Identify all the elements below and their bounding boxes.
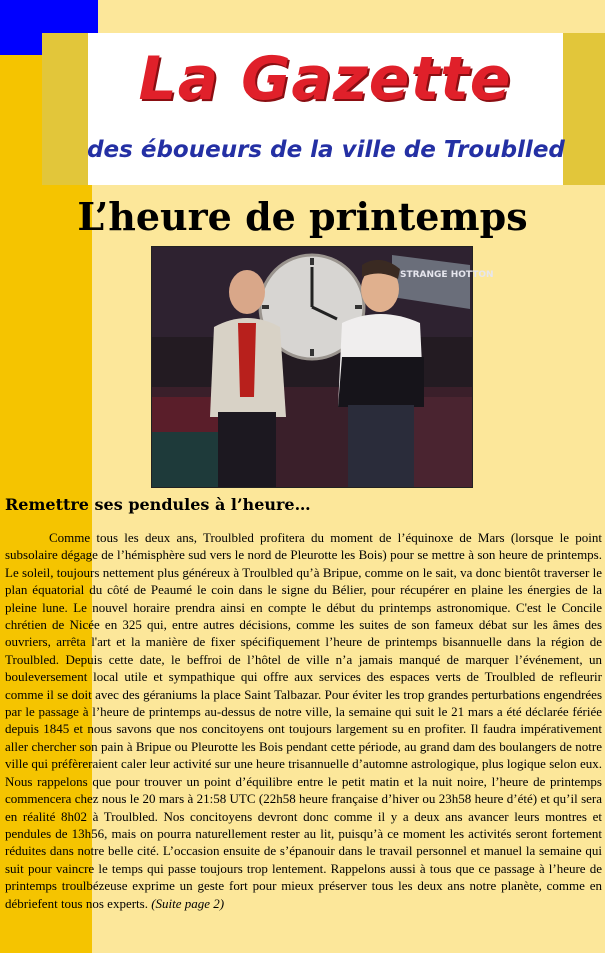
person-left-head: [229, 270, 265, 314]
photo-illustration: [152, 247, 494, 487]
article-headline: L’heure de printemps: [77, 194, 528, 239]
corner-blue-block: [0, 0, 98, 33]
article-body: [5, 529, 602, 912]
masthead-subtitle: des éboueurs de la ville de Troublled: [87, 137, 565, 163]
masthead-title: La Gazette: [138, 44, 512, 114]
article-subhead: Remettre ses pendules à l’heure…: [5, 495, 311, 514]
sign-text: STRANGE HOTTON: [400, 270, 494, 280]
continuation-note[interactable]: (Suite page 2): [151, 895, 225, 911]
article-photo: [151, 246, 494, 488]
article-body-text: Comme tous les deux ans, Troulbled profitera du moment de l’équinoxe de Mars (lorsque le point subsolaire dégage de l’hémisphère sud vers le nord de Pleurotte les Bois) pour se mettre à son heure de printemps. Le soleil, toujours nettement plus généreux à Troulbled qu’à Bripue, comme on le sait, va donc bientôt traverser le plan équatorial du côté de Peaumé le coin dans le signe du Bélier, pour récupérer en plaine les énergies de la pleine lune. Le nouvel horaire prendra ainsi en compte le début du printemps astronomique. C'est le Concile chrétien de Nicée en 325 qui, entre autres décisions, comme les suites de son fameux débat sur les âmes des ouvriers, arrêta l'art et la manière de fixer spécifiquement l’heure de printemps bisannuelle dans la région de Troulbled. Depuis cette date, le beffroi de l’hôtel de ville n’a jamais manqué de marquer l’événement, un bouleversement local utile et sympathique qui offre aux services des espaces verts de Troulbled de refleurir comme il se doit avec des géraniums la place Saint Talbazar. Pour éviter les trop grandes perturbations engendrées par le passage à l’heure de printemps au-dessus de notre ville, la semaine qui suit le 21 mars a été déclarée fériée depuis 1845 et nous savons que nos concitoyens ont toujours largement su en profiter. Il faudra impérativement aller chercher son pain à Bripue ou Pleurotte les Bois pendant cette période, au grand dam des boulangers de notre ville qui préfèreraient caler leur activité sur une heure trisannuelle d’automne astrologique, plus logique selon eux. Nous rappelons que pour trouver un point d’équilibre entre le petit matin et la nuit noire, l’heure de printemps commencera chez nous le 20 mars à 21:58 UTC (22h58 heure française d’hiver ou 23h58 heure d’été) et qu’il sera en réalité 8h02 à Troulbled. Nos concitoyens devront donc comme il y a deux ans avancer leurs montres et pendules de 13h56, mais on pourra naturellement rester au lit, puisqu’à ce moment les activités seront fortement réduites dans notre belle cité. L’occasion ensuite de s’épanouir dans le travail personnel et manuel la semaine qui suit pour vaincre le temps qui passe toujours trop lentement. Rappelons aussi à tous que ce passage à l’heure de printemps troulbézeuse exprime un geste fort pour mieux préserver tous les deux ans notre planète, comme en débriefent tous nos experts.: [5, 530, 602, 911]
corner-blue-block-lower: [0, 33, 42, 55]
